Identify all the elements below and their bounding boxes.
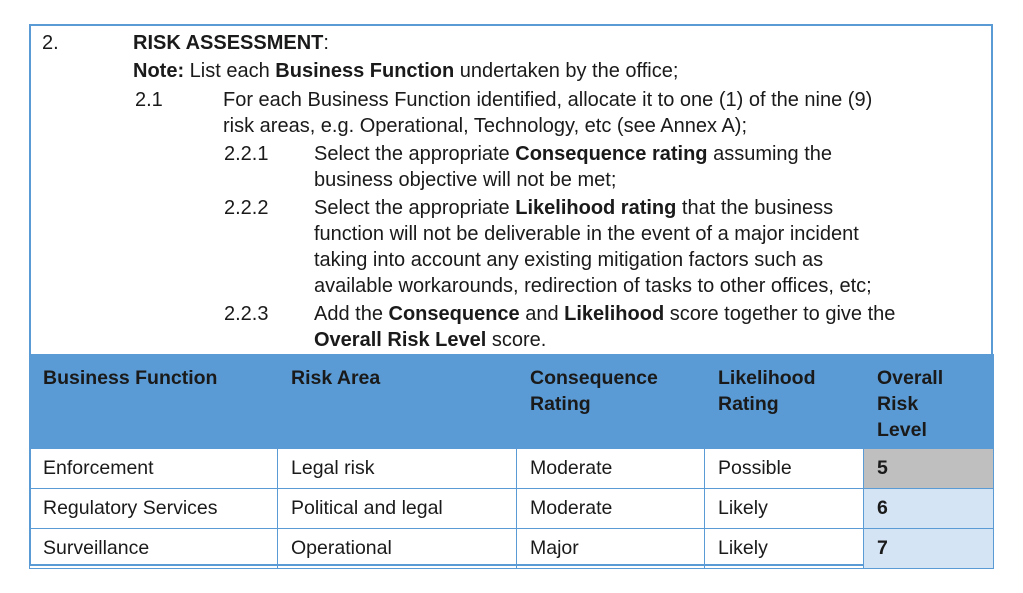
- section-number: 2.: [42, 32, 59, 54]
- cell-likelihood: Likely: [705, 489, 864, 529]
- cell-overall-level: 7: [864, 529, 994, 569]
- risk-table: [29, 354, 994, 569]
- instructions: [31, 26, 991, 354]
- item-2-2-2-number: 2.2.2: [224, 197, 269, 219]
- cell-function: Enforcement: [30, 449, 278, 489]
- item-2-1-number: 2.1: [135, 89, 163, 111]
- item-2-2-2-line2: function will not be deliverable in the event of a major incident: [314, 223, 859, 245]
- section-heading: RISK ASSESSMENT:: [133, 32, 329, 54]
- table-row: [30, 449, 994, 489]
- cell-consequence: Moderate: [517, 449, 705, 489]
- header-overall-risk-level: Overall Risk Level: [864, 355, 994, 449]
- item-2-2-3-line1: Add the Consequence and Likelihood score together to give the: [314, 303, 896, 325]
- cell-overall-level: 5: [864, 449, 994, 489]
- cell-consequence: Major: [517, 529, 705, 569]
- cell-risk-area: Political and legal: [278, 489, 517, 529]
- item-2-1-line1: For each Business Function identified, allocate it to one (1) of the nine (9): [223, 89, 873, 111]
- note-line: Note: List each Business Function undertaken by the office;: [133, 60, 679, 82]
- item-2-2-2-line1: Select the appropriate Likelihood rating that the business: [314, 197, 834, 219]
- cell-risk-area: Legal risk: [278, 449, 517, 489]
- item-2-2-1-number: 2.2.1: [224, 143, 269, 165]
- header-likelihood-rating: Likelihood Rating: [705, 355, 864, 449]
- cell-overall-level: 6: [864, 489, 994, 529]
- item-2-2-3-number: 2.2.3: [224, 303, 269, 325]
- cell-risk-area: Operational: [278, 529, 517, 569]
- table-row: [30, 489, 994, 529]
- header-business-function: Business Function: [30, 355, 278, 449]
- item-2-2-2-line4: available workarounds, redirection of tasks to other offices, etc;: [314, 275, 872, 297]
- cell-likelihood: Likely: [705, 529, 864, 569]
- risk-assessment-frame: [29, 24, 993, 566]
- item-2-2-2-line3: taking into account any existing mitigation factors such as: [314, 249, 824, 271]
- item-2-1-line2: risk areas, e.g. Operational, Technology, etc (see Annex A);: [223, 115, 747, 137]
- item-2-2-1-line1: Select the appropriate Consequence rating assuming the: [314, 143, 833, 165]
- item-2-2-3-line2: Overall Risk Level score.: [314, 329, 547, 351]
- cell-function: Surveillance: [30, 529, 278, 569]
- header-consequence-rating: Consequence Rating: [517, 355, 705, 449]
- table-row: [30, 529, 994, 569]
- table-header-row: [30, 355, 994, 449]
- cell-consequence: Moderate: [517, 489, 705, 529]
- cell-function: Regulatory Services: [30, 489, 278, 529]
- item-2-2-1-line2: business objective will not be met;: [314, 169, 617, 191]
- header-risk-area: Risk Area: [278, 355, 517, 449]
- cell-likelihood: Possible: [705, 449, 864, 489]
